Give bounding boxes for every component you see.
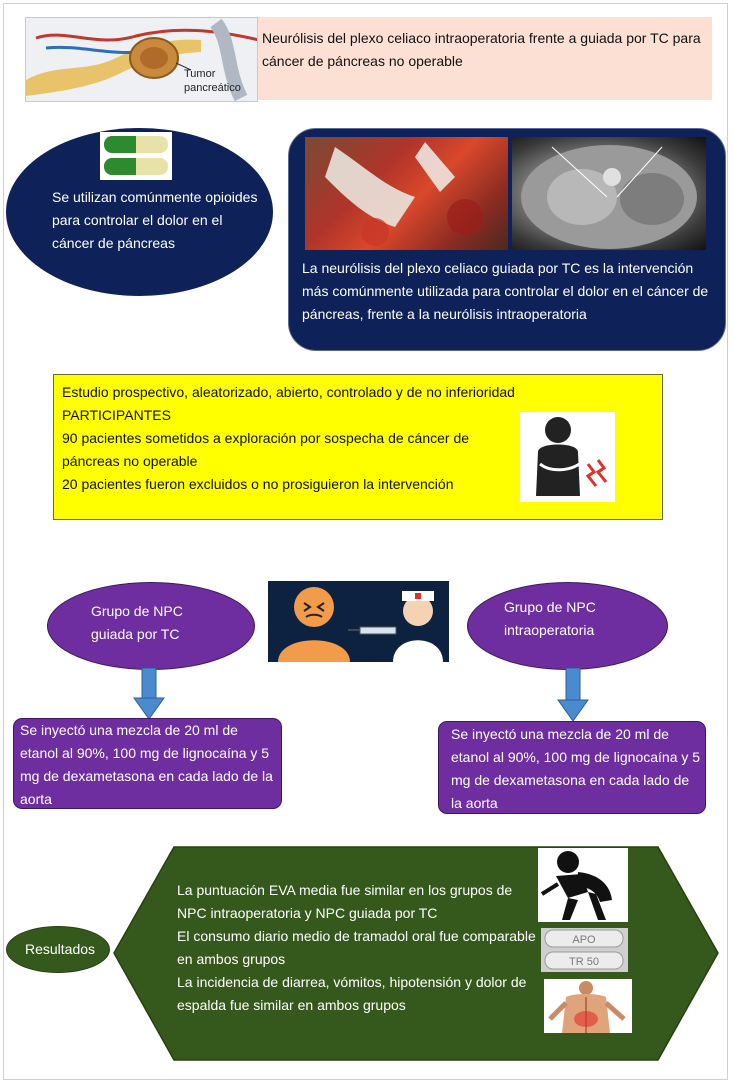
tumor-caption: Tumor pancreático (184, 68, 241, 94)
study-design-line: Estudio prospectivo, aleatorizado, abierto, controlado y de no inferioridad (62, 384, 515, 400)
down-arrow-right (557, 668, 589, 722)
surgery-photo (305, 137, 508, 250)
abdominal-pain-icon (520, 412, 615, 502)
pancreas-illustration (25, 17, 258, 102)
ct-scan-image (512, 137, 706, 250)
study-line-excluded: 20 pacientes fueron excluidos o no prosiguieron la intervención (62, 476, 454, 492)
back-pain-illustration (544, 979, 632, 1033)
injection-text-ct: Se inyectó una mezcla de 20 ml de etanol al 90%, 100 mg de lignocaína y 5 mg de dexametasona en cada lado de la aorta (20, 722, 273, 807)
result-tramadol-line: El consumo diario medio de tramadol oral fue comparable en ambos grupos (177, 928, 536, 967)
page-title: Neurólisis del plexo celiaco intraoperatoria frente a guiada por TC para cáncer de páncreas no operable (258, 17, 712, 100)
injection-text-intraop: Se inyectó una mezcla de 20 ml de etanol al 90%, 100 mg de lignocaína y 5 mg de dexametasona en cada lado de la aorta (451, 726, 701, 811)
participants-heading: PARTICIPANTES (62, 407, 171, 423)
tramadol-tablets-icon (541, 928, 628, 972)
ct-neurolysis-text: La neurólisis del plexo celiaco guiada por TC es la intervención más comúnmente utilizada para controlar el dolor en el cáncer de páncreas, frente a la neurólisis intraoperatoria (302, 260, 709, 322)
results-label: Resultados (24, 941, 96, 957)
pill-imprint-top: APO (572, 934, 596, 946)
study-line-screened-cont: páncreas no operable (62, 453, 198, 469)
study-lines (62, 381, 532, 496)
group-intraop-label: Grupo de NPC intraoperatoria (504, 599, 596, 638)
opioids-text: Se utilizan comúnmente opioides para controlar el dolor en el cáncer de páncreas (52, 189, 258, 251)
study-line-screened: 90 pacientes sometidos a exploración por sospecha de cáncer de (62, 430, 470, 446)
group-ct-label: Grupo de NPC guiada por TC (91, 603, 183, 642)
injection-scene-icon (268, 581, 449, 662)
back-pain-figure-icon (538, 848, 628, 922)
down-arrow-left (133, 668, 165, 720)
pill-imprint-bottom: TR 50 (569, 956, 599, 968)
result-adverse-line: La incidencia de diarrea, vómitos, hipotensión y dolor de espalda fue similar en ambos grupos (177, 974, 527, 1013)
capsules-icon (100, 132, 172, 180)
results-text (177, 879, 542, 1017)
result-vas-line: La puntuación EVA media fue similar en los grupos de NPC intraoperatoria y NPC guiada por TC (177, 882, 513, 921)
